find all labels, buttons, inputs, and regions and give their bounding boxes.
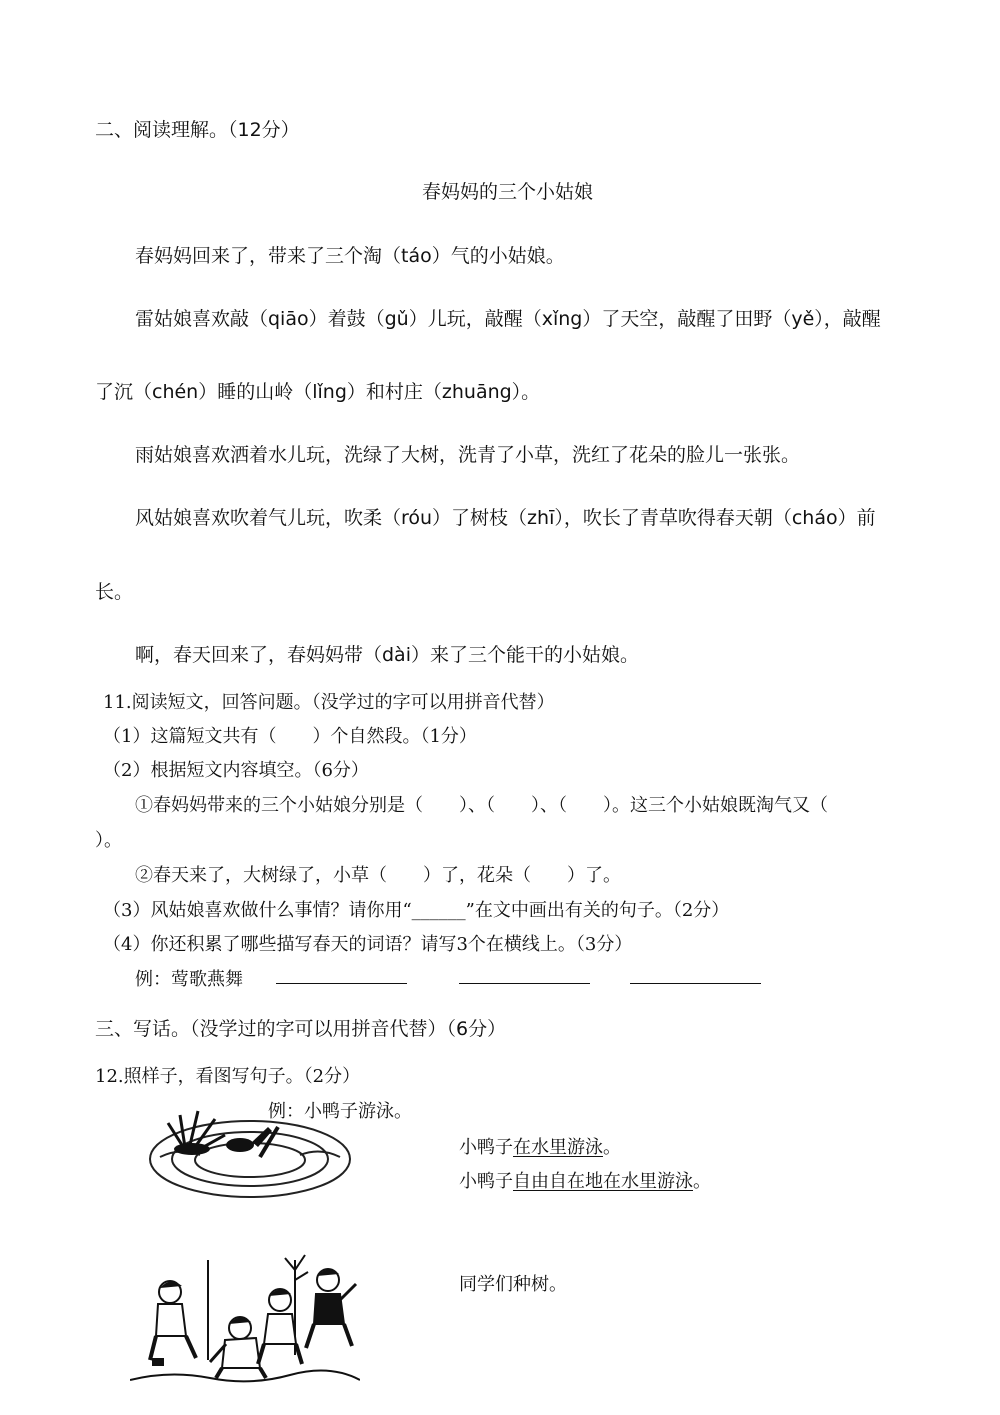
answer-blank-1[interactable] [276, 983, 407, 984]
paragraph-2-line-1: 雷姑娘喜欢敲（qiāo）着鼓（gǔ）儿玩，敲醒（xǐng）了天空，敲醒了田野（yě），敲醒 [135, 308, 881, 330]
question-11-stem: 11.阅读短文，回答问题。（没学过的字可以用拼音代替） [103, 692, 555, 713]
duck-pond-illustration [140, 1097, 365, 1207]
paragraph-2-line-2: 了沉（chén）睡的山岭（lǐng）和村庄（zhuāng）。 [95, 381, 541, 403]
task-sentence: 同学们种树。 [459, 1274, 567, 1295]
answer-blank-3[interactable] [630, 983, 761, 984]
question-11-2b: ②春天来了，大树绿了，小草（ ）了，花朵（ ）了。 [135, 865, 621, 886]
question-11-3: （3）风姑娘喜欢做什么事情？请你用“______”在文中画出有关的句子。（2分） [103, 900, 730, 921]
question-11-4-example: 例：莺歌燕舞 [135, 969, 243, 990]
section3-heading: 三、写话。（没学过的字可以用拼音代替）（6分） [95, 1018, 507, 1040]
paragraph-1: 春妈妈回来了，带来了三个淘（táo）气的小姑娘。 [135, 245, 565, 267]
paragraph-4-line-1: 风姑娘喜欢吹着气儿玩，吹柔（róu）了树枝（zhī），吹长了青草吹得春天朝（cháo）前 [135, 507, 876, 529]
children-planting-trees-illustration [130, 1240, 360, 1390]
example-label: 例：小鸭子游泳。 [268, 1101, 412, 1122]
question-11-2a-line-1: ①春妈妈带来的三个小姑娘分别是（ ）、（ ）、（ ）。这三个小姑娘既淘气又（ [135, 795, 828, 816]
ex2-suffix: 。 [693, 1171, 711, 1192]
question-11-1: （1）这篇短文共有（ ）个自然段。（1分） [103, 726, 477, 747]
question-11-2a-line-2: ）。 [95, 830, 122, 851]
question-11-2: （2）根据短文内容填空。（6分） [103, 760, 369, 781]
example-sentence-2 [459, 1167, 711, 1193]
section2-heading: 二、阅读理解。（12分） [95, 119, 300, 141]
ex1-suffix: 。 [603, 1137, 621, 1158]
passage-title: 春妈妈的三个小姑娘 [422, 181, 594, 203]
paragraph-5: 啊，春天回来了，春妈妈带（dài）来了三个能干的小姑娘。 [135, 644, 639, 666]
ex1-underlined: 在水里游泳 [513, 1137, 603, 1158]
paragraph-4-line-2: 长。 [95, 581, 134, 603]
ex2-underlined: 自由自在地在水里游泳 [513, 1171, 693, 1192]
answer-blank-2[interactable] [459, 983, 590, 984]
question-11-4: （4）你还积累了哪些描写春天的词语？请写3个在横线上。（3分） [103, 934, 633, 955]
example-sentence-1 [459, 1133, 621, 1159]
ex2-prefix: 小鸭子 [459, 1171, 513, 1192]
ex1-prefix: 小鸭子 [459, 1137, 513, 1158]
question-12-stem: 12.照样子，看图写句子。（2分） [95, 1066, 361, 1087]
paragraph-3: 雨姑娘喜欢洒着水儿玩，洗绿了大树，洗青了小草，洗红了花朵的脸儿一张张。 [135, 444, 801, 466]
